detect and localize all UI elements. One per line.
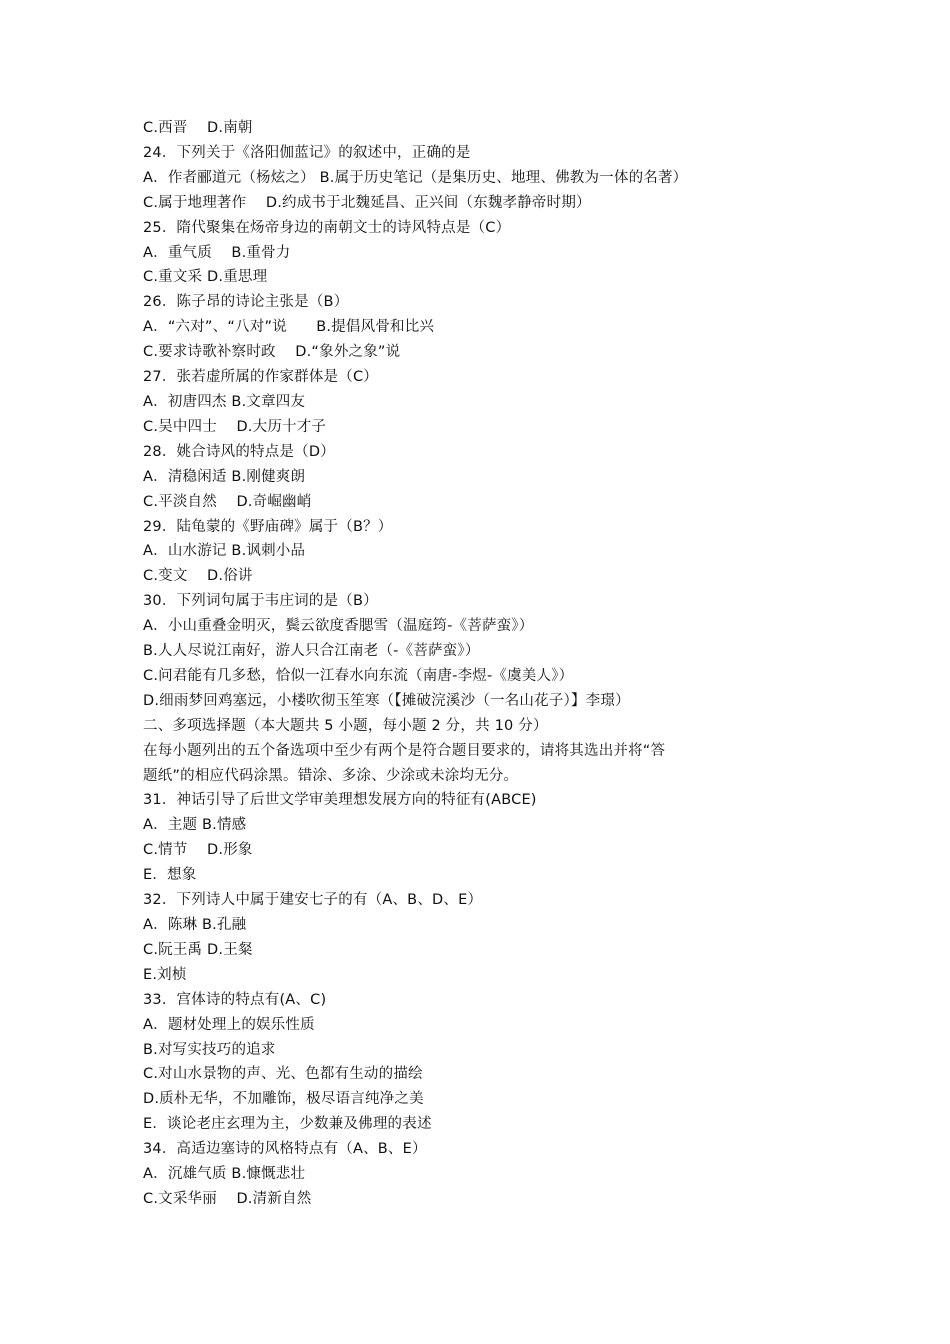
question-34: 34．高适边塞诗的风格特点有（A、B、E） [143, 1141, 427, 1158]
text-line: A．陈琳 B.孔融 [143, 917, 247, 933]
text-line: A．山水游记 B.讽刺小品 [143, 543, 306, 560]
text-line: A．小山重叠金明灭，鬓云欲度香腮雪（温庭筠-《菩萨蛮》） [143, 618, 534, 635]
question-31: 31．神话引导了后世文学审美理想发展方向的特征有(ABCE) [143, 792, 537, 809]
text-line: D.质朴无华，不加雕饰，极尽语言纯净之美 [143, 1091, 424, 1108]
text-line: B.对写实技巧的追求 [143, 1041, 276, 1058]
text-line: C.属于地理著作 D.约成书于北魏延昌、正兴间（东魏孝静帝时期） [143, 194, 591, 211]
text-line: C.情节 D.形象 [143, 842, 253, 859]
text-line: A．沉雄气质 B.慷慨悲壮 [143, 1166, 306, 1183]
text-line: C.西晋 D.南朝 [143, 120, 253, 136]
text-line: E．谈论老庄玄理为主，少数兼及佛理的表述 [143, 1116, 432, 1133]
text-line: E．想象 [143, 867, 197, 884]
question-29: 29．陆龟蒙的《野庙碑》属于（B？） [143, 518, 393, 535]
text-line: E.刘桢 [143, 966, 187, 983]
section-instructions: 题纸”的相应代码涂黑。错涂、多涂、少涂或未涂均无分。 [143, 767, 519, 784]
question-27: 27．张若虚所属的作家群体是（C） [143, 369, 378, 386]
text-line: D.细雨梦回鸡塞远，小楼吹彻玉笙寒（【摊破浣溪沙（一名山花子）】李璟） [143, 692, 630, 709]
question-33: 33．宫体诗的特点有(A、C) [143, 991, 327, 1008]
text-line: A．初唐四杰 B.文章四友 [143, 393, 306, 410]
question-25: 25．隋代聚集在炀帝身边的南朝文士的诗风特点是（C） [143, 219, 511, 236]
text-line: A．作者郦道元（杨炫之） B.属于历史笔记（是集历史、地理、佛教为一体的名著） [143, 169, 688, 186]
text-line: C.阮王禹 D.王粲 [143, 941, 253, 958]
text-line: A．重气质 B.重骨力 [143, 244, 291, 261]
text-line: C.平淡自然 D.奇崛幽峭 [143, 493, 312, 510]
question-28: 28．姚合诗风的特点是（D） [143, 443, 335, 460]
question-26: 26．陈子昂的诗论主张是（B） [143, 294, 349, 311]
question-32: 32．下列诗人中属于建安七子的有（A、B、D、E） [143, 892, 483, 909]
text-line: A．清稳闲适 B.刚健爽朗 [143, 468, 306, 485]
section-heading: 二、多项选择题（本大题共 5 小题，每小题 2 分，共 10 分） [143, 717, 548, 734]
text-line: C.重文采 D.重思理 [143, 269, 268, 286]
text-line: C.吴中四士 D.大历十才子 [143, 418, 327, 435]
text-line: C.问君能有几多愁，恰似一江春水向东流（南唐-李煜-《虞美人》） [143, 667, 574, 684]
text-line: C.对山水景物的声、光、色都有生动的描绘 [143, 1066, 423, 1083]
text-line: C.变文 D.俗讲 [143, 568, 253, 585]
question-24: 24．下列关于《洛阳伽蓝记》的叙述中，正确的是 [143, 144, 471, 161]
text-line: C.文采华丽 D.清新自然 [143, 1190, 312, 1207]
text-line: A．主题 B.情感 [143, 817, 247, 834]
section-instructions: 在每小题列出的五个备选项中至少有两个是符合题目要求的，请将其选出并将“答 [143, 742, 666, 759]
text-line: A．“六对”、“八对”说 B.提倡风骨和比兴 [143, 319, 435, 336]
question-30: 30．下列词句属于韦庄词的是（B） [143, 593, 378, 610]
text-line: B.人人尽说江南好，游人只合江南老（-《菩萨蛮》） [143, 643, 480, 660]
text-line: C.要求诗歌补察时政 D.“象外之象”说 [143, 344, 401, 361]
text-line: A．题材处理上的娱乐性质 [143, 1016, 315, 1033]
document-body [143, 116, 783, 1212]
